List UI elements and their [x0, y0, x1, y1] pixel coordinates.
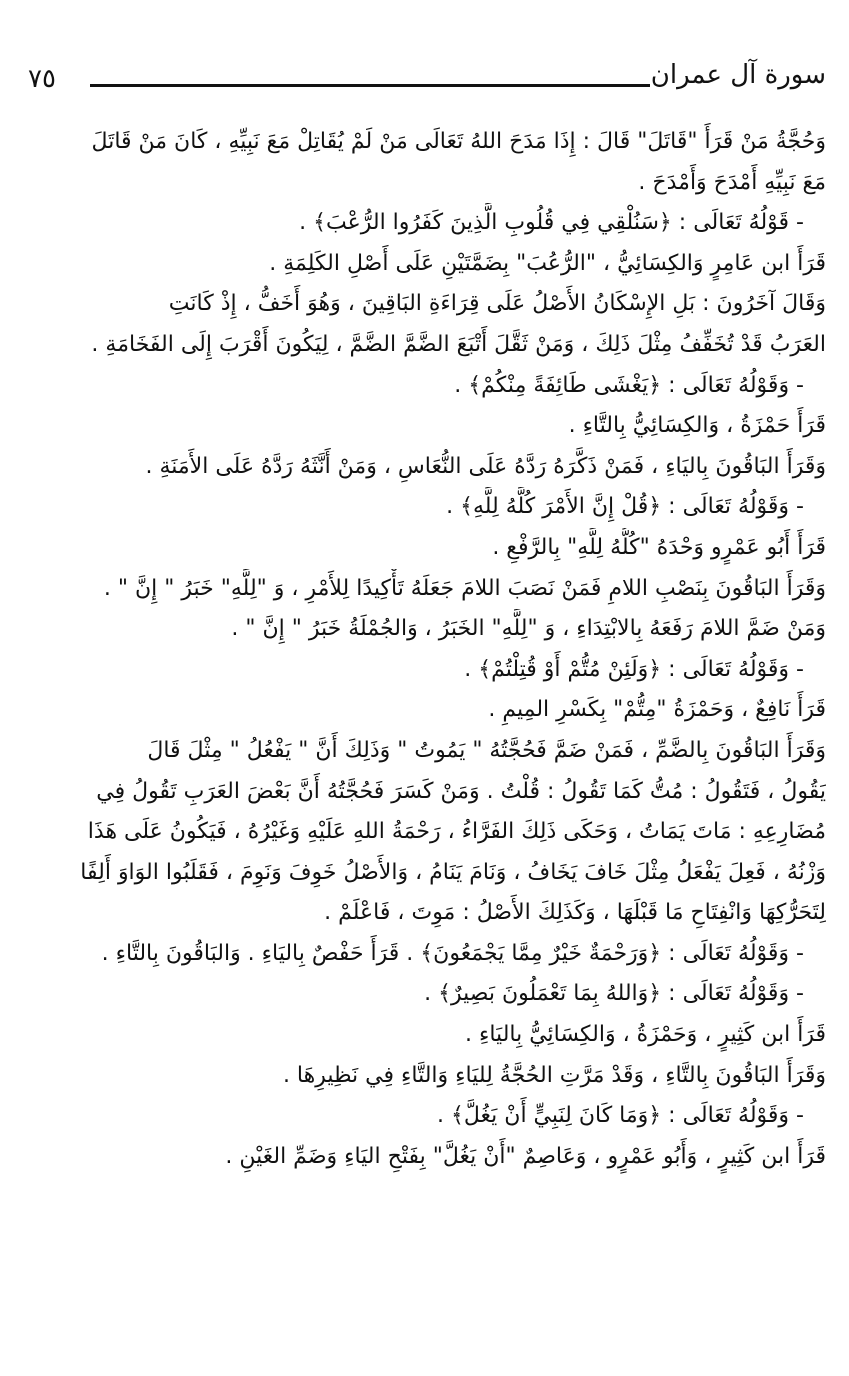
text-line: قَرَأَ ابن كَثِيرٍ ، وَأَبُو عَمْرٍو ، وَعَاصِمٌ "أَنْ يَغُلَّ" بِفَتْحِ اليَاءِ وَضَمِّ الغَيْنِ .	[225, 1143, 826, 1169]
text-line: - وَقَوْلُهُ تَعَالَى : ﴿قُلْ إِنَّ الأَمْرَ كُلَّهُ لِلَّهِ﴾ .	[446, 494, 804, 520]
body-text	[28, 122, 826, 1177]
text-line: قَرَأَ أَبُو عَمْرٍو وَحْدَهُ "كُلُّهُ لِلَّهِ" بِالرَّفْعِ .	[492, 534, 826, 560]
text-line: مَعَ نَبِيِّهِ أَمْدَحَ وَأَمْدَحَ .	[638, 169, 826, 195]
text-line: مُضَارِعِهِ : مَاتَ يَمَاتُ ، وَحَكَى ذَلِكَ الفَرَّاءُ ، رَحْمَةُ اللهِ عَلَيْهِ وَغَيْرُهُ ، فَيَكُونُ عَلَى هَذَا	[87, 819, 826, 845]
text-line: - وَقَوْلُهُ تَعَالَى : ﴿وَرَحْمَةٌ خَيْرٌ مِمَّا يَجْمَعُونَ﴾ . قَرَأَ حَفْصٌ بِاليَاءِ . وَالبَاقُونَ بِالتَّاءِ .	[101, 940, 804, 966]
text-line: وَزْنُهُ ، فَعِلَ يَفْعَلُ مِثْلَ خَافَ يَخَافُ ، وَنَامَ يَنَامُ ، وَالأَصْلُ خَوِفَ وَنَوِمَ ، فَقَلَبُوا الوَاوَ أَلِفًا	[80, 859, 826, 885]
text-line: - وَقَوْلُهُ تَعَالَى : ﴿وَاللهُ بِمَا تَعْمَلُونَ بَصِيرٌ﴾ .	[424, 981, 804, 1007]
text-line: قَرَأَ ابن كَثِيرٍ ، وَحَمْزَةُ ، وَالكِسَائِيُّ بِاليَاءِ .	[465, 1022, 826, 1048]
text-line: وَحُجَّةُ مَنْ قَرَأَ "قَاتَلَ" قَالَ : إِذَا مَدَحَ اللهُ تَعَالَى مَنْ لَمْ يُقَاتِلْ مَعَ نَبِيِّهِ ، كَانَ مَنْ قَاتَلَ	[91, 129, 826, 154]
book-page	[28, 60, 826, 1310]
text-line: وَقَرَأَ البَاقُونَ بِنَصْبِ اللامِ فَمَنْ نَصَبَ اللامَ جَعَلَهُ تَأْكِيدًا لِلأَمْرِ ، وَ "لِلَّهِ" خَبَرُ " إِنَّ " .	[103, 575, 826, 601]
text-line: وَقَالَ آخَرُونَ : بَلِ الإِسْكَانُ الأَصْلُ عَلَى قِرَاءَةِ البَاقِينَ ، وَهُوَ أَخَفُّ ، إِذْ كَانَتِ	[168, 291, 826, 317]
header-rule	[90, 84, 650, 87]
text-line: وَقَرَأَ البَاقُونَ بِالتَّاءِ ، وَقَدْ مَرَّتِ الحُجَّةُ لِليَاءِ وَالتَّاءِ فِي نَظِيرِهَا .	[282, 1062, 826, 1088]
text-line: لِتَحَرُّكِهَا وَانْفِتَاحِ مَا قَبْلَهَا ، وَكَذَلِكَ الأَصْلُ : مَوِتَ ، فَاعْلَمْ .	[324, 900, 826, 926]
text-line: - وَقَوْلُهُ تَعَالَى : ﴿يَغْشَى طَائِفَةً مِنْكُمْ﴾ .	[454, 372, 804, 398]
text-line: قَرَأَ حَمْزَةُ ، وَالكِسَائِيُّ بِالتَّاءِ .	[568, 413, 826, 439]
text-line: قَرَأَ ابن عَامِرٍ وَالكِسَائِيُّ ، "الرُّعُبَ" بِضَمَّتَيْنِ عَلَى أَصْلِ الكَلِمَةِ .	[269, 250, 826, 276]
text-line: - وَقَوْلُهُ تَعَالَى : ﴿وَمَا كَانَ لِنَبِيٍّ أَنْ يَغُلَّ﴾ .	[437, 1103, 804, 1129]
surah-title: سورة آل عمران	[650, 60, 826, 90]
text-line: العَرَبُ قَدْ تُخَفِّفُ مِثْلَ ذَلِكَ ، وَمَنْ ثَقَّلَ أَتْبَعَ الضَّمَّ الضَّمَّ ، لِيَكُونَ أَقْرَبَ إِلَى الفَخَامَةِ .	[91, 331, 826, 357]
text-line: - وَقَوْلُهُ تَعَالَى : ﴿وَلَئِنْ مُتُّمْ أَوْ قُتِلْتُمْ﴾ .	[464, 656, 804, 682]
text-line: يَقُولُ ، فَتَقُولُ : مُتُّ كَمَا تَقُولُ : قُلْتُ . وَمَنْ كَسَرَ فَحُجَّتُهُ أَنَّ بَعْضَ العَرَبِ تَقُولُ فِي	[96, 778, 826, 804]
page-number: ٧٥	[28, 64, 56, 94]
text-line: وَقَرَأَ البَاقُونَ بِالضَّمِّ ، فَمَنْ ضَمَّ فَحُجَّتُهُ " يَمُوتُ " وَذَلِكَ أَنَّ " يَفْعُلُ " مِثْلَ قَالَ	[147, 737, 826, 763]
text-line: وَمَنْ ضَمَّ اللامَ رَفَعَهُ بِالابْتِدَاءِ ، وَ "لِلَّهِ" الخَبَرُ ، وَالجُمْلَةُ خَبَرُ " إِنَّ " .	[231, 616, 826, 642]
text-line: قَرَأَ نَافِعٌ ، وَحَمْزَةُ "مِتُّمْ" بِكَسْرِ المِيمِ .	[488, 697, 826, 723]
text-line: وَقَرَأَ البَاقُونَ بِاليَاءِ ، فَمَنْ ذَكَّرَهُ رَدَّهُ عَلَى النُّعَاسِ ، وَمَنْ أَنَّثَهُ رَدَّهُ عَلَى الأَمَنَةِ .	[145, 453, 826, 479]
running-header	[28, 60, 826, 104]
text-line: - قَوْلُهُ تَعَالَى : ﴿سَنُلْقِي فِي قُلُوبِ الَّذِينَ كَفَرُوا الرُّعْبَ﴾ .	[299, 210, 804, 236]
